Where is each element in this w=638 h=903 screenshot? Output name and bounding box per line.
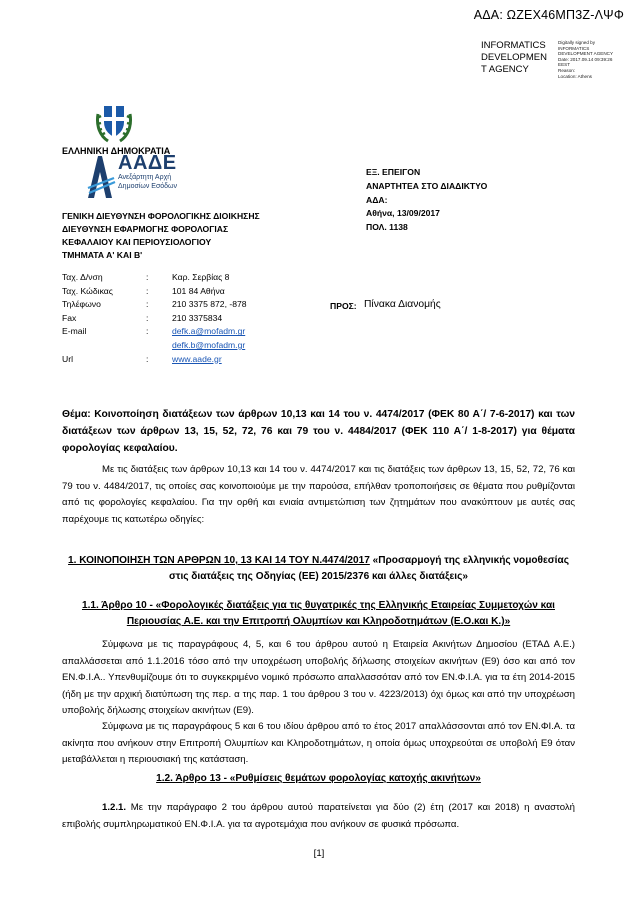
signature-details <box>558 40 634 79</box>
subject: Θέμα: Κοινοποίηση διατάξεων των άρθρων 10,13 και 14 του ν. 4474/2017 (ΦΕΚ 80 Α΄/ 7-6-2017) και των διατάξεων των άρθρων 13, 15, 52, 72, 76 και 79 του ν. 4484/2017 (ΦΕΚ 110 Α΄/ 1-8-2017) για θέματα φορολογίας κεφαλαίου. <box>62 409 575 454</box>
contact-details <box>62 271 247 366</box>
signature-line: Digitally signed by <box>558 40 596 45</box>
contact-row-fax: Fax : 210 3375834 <box>62 312 223 323</box>
signature-agency: INFORMATICS DEVELOPMEN T AGENCY <box>481 40 547 75</box>
department-line: ΓΕΝΙΚΗ ΔΙΕΥΘΥΝΣΗ ΦΟΡΟΛΟΓΙΚΗΣ ΔΙΟΙΚΗΣΗΣ <box>62 211 260 221</box>
recipient-label: ΠΡΟΣ: <box>330 301 357 311</box>
signature-line: DEVELOPMENT AGENCY <box>558 51 614 57</box>
subsection-1-2-heading: 1.2. Άρθρο 13 - «Ρυθμίσεις θεμάτων φορολογίας κατοχής ακινήτων» <box>156 773 481 784</box>
meta-publish: ΑΝΑΡΤΗΤΕΑ ΣΤΟ ΔΙΑΔΙΚΤΥΟ <box>366 180 488 191</box>
department-headings <box>62 210 260 262</box>
contact-row-url: Url : www.aade.gr <box>62 353 247 367</box>
aade-logo-icon <box>86 154 116 198</box>
contact-row-zip: Ταχ. Κώδικας : 101 84 Αθήνα <box>62 285 225 296</box>
ada-identifier: ΑΔΑ: ΩΖΕΧ46ΜΠ3Ζ-ΛΨΦ <box>473 8 624 22</box>
section-1-heading <box>62 553 575 585</box>
recipient-value: Πίνακα Διανομής <box>364 299 441 310</box>
logo-name: ΑΑΔΕ <box>118 152 177 174</box>
department-line: ΔΙΕΥΘΥΝΣΗ ΕΦΑΡΜΟΓΗΣ ΦΟΡΟΛΟΓΙΑΣ <box>62 224 229 234</box>
contact-row-address: Ταχ. Δ/νση : Καρ. Σερβίας 8 <box>62 272 230 282</box>
republic-heading: ΕΛΛΗΝΙΚΗ ΔΗΜΟΚΡΑΤΙΑ <box>62 146 171 156</box>
department-line: ΚΕΦΑΛΑΙΟΥ ΚΑΙ ΠΕΡΙΟΥΣΙΟΛΟΓΙΟΥ <box>62 237 212 247</box>
aade-logo <box>118 152 177 191</box>
contact-row-email-2 <box>62 339 247 353</box>
paragraph-number: 1.2.1. <box>102 802 127 813</box>
email-link-b[interactable]: defk.b@mofadm.gr <box>172 339 246 350</box>
contact-row-email: E-mail : defk.a@mofadm.gr <box>62 325 247 339</box>
contact-row-phone: Τηλέφωνο : 210 3375 872, -878 <box>62 299 247 310</box>
greek-emblem-icon <box>94 100 134 144</box>
document-meta <box>366 166 487 235</box>
intro-paragraph: Με τις διατάξεις των άρθρων 10,13 και 14 του ν. 4474/2017 και τις διατάξεις των άρθρων 13, 15, 52, 72, 76 και 79 του ν. 4484/2017, τις οποίες σας κοινοποιούμε με την παρούσα, επήλθαν τροποποιήσεις σε θέματα που ρυθμίζονται από τις φορολογίες κεφαλαίου. Για την ορθή και ενιαία αντιμετώπιση των ζητημάτων που ανακύπτουν με αυτές σας παρέχουμε τις κατωτέρω οδηγίες: <box>62 464 575 525</box>
subsection-1-1-paragraph-2: Σύμφωνα με τις παραγράφους 5 και 6 του ιδίου άρθρου από το έτος 2017 απαλλάσσονται από τον ΕΝ.ΦΙ.Α. τα ακίνητα που ανήκουν στην Επιτροπή Ολυμπίων και Κληροδοτημάτων, η οποία όμως υποχρεούται σε υποβολή Ε9 όταν μεταβάλλεται η περιουσιακή της κατάσταση. <box>62 721 575 765</box>
logo-subtitle-1: Ανεξάρτητη Αρχή <box>118 174 172 181</box>
signature-line: Reason: <box>558 67 576 73</box>
website-link[interactable]: www.aade.gr <box>172 353 222 364</box>
meta-ada: ΑΔΑ: <box>366 194 388 205</box>
page-number: [1] <box>313 848 325 859</box>
meta-date: Αθήνα, 13/09/2017 <box>366 208 440 219</box>
subsection-1-2-1-paragraph <box>62 800 575 833</box>
signature-line: EEST <box>558 62 570 68</box>
subsection-1-1-paragraph-1: Σύμφωνα με τις παραγράφους 4, 5, και 6 του άρθρου αυτού η Εταιρεία Ακινήτων Δημοσίου (ΕΤΑΔ Α.Ε.) απαλλάσσεται από 1.1.2016 τόσο από την υποχρέωση υποβολής δήλωσης στοιχείων ακινήτων (Ε9) όσο και από τον ΕΝ.Φ.Ι.Α.. Υπενθυμίζουμε ότι το συγκεκριμένο νομικό πρόσωπο απαλλασσόταν από τον ΕΝ.Φ.Ι.Α. για τα έτη 2014-2015 (ήδη με την αρχική διατύπωση της περ. α της παρ. 1 του άρθρου 3 του ν. 4223/2013) όχι όμως και από την υποχρέωση υποβολής δήλωσης στοιχείων ακινήτων (Ε9). <box>62 639 575 716</box>
section-1-title: 1. ΚΟΙΝΟΠΟΙΗΣΗ ΤΩΝ ΑΡΘΡΩΝ 10, 13 ΚΑΙ 14 ΤΟΥ Ν.4474/2017 <box>68 555 370 566</box>
subsection-1-1-heading: 1.1. Άρθρο 10 - «Φορολογικές διατάξεις για τις θυγατρικές της Ελληνικής Εταιρείας Συμμετοχών και Περιουσίας Α.Ε. και την Επιτροπή Ολυμπίων και Κληροδοτημάτων (Ε.Ο.και Κ.)» <box>81 600 555 627</box>
paragraph-text: Με την παράγραφο 2 του άρθρου αυτού παρατείνεται για δύο (2) έτη (2017 και 2018) η αναστολή επιβολής συμπληρωματικού ΕΝ.Φ.Ι.Α. για τα αγροτεμάχια που ανήκουν σε φυσικά πρόσωπα. <box>62 802 575 830</box>
signature-line: INFORMATICS <box>558 45 590 51</box>
signature-line: Date: 2017.09.14 09:39:26 <box>558 56 613 62</box>
signature-line: Location: Athens <box>558 73 592 79</box>
meta-pol: ΠΟΛ. 1138 <box>366 222 408 233</box>
department-line: ΤΜΗΜΑΤΑ Α' ΚΑΙ Β' <box>62 250 143 260</box>
section-1-subtitle: «Προσαρμογή της ελληνικής νομοθεσίας στις διατάξεις της Οδηγίας (ΕΕ) 2015/2376 και άλλες διατάξεις» <box>169 555 569 582</box>
meta-urgency: ΕΞ. ΕΠΕΙΓΟΝ <box>366 167 421 177</box>
logo-subtitle-2: Δημοσίων Εσόδων <box>118 182 178 190</box>
email-link-a[interactable]: defk.a@mofadm.gr <box>172 326 246 337</box>
